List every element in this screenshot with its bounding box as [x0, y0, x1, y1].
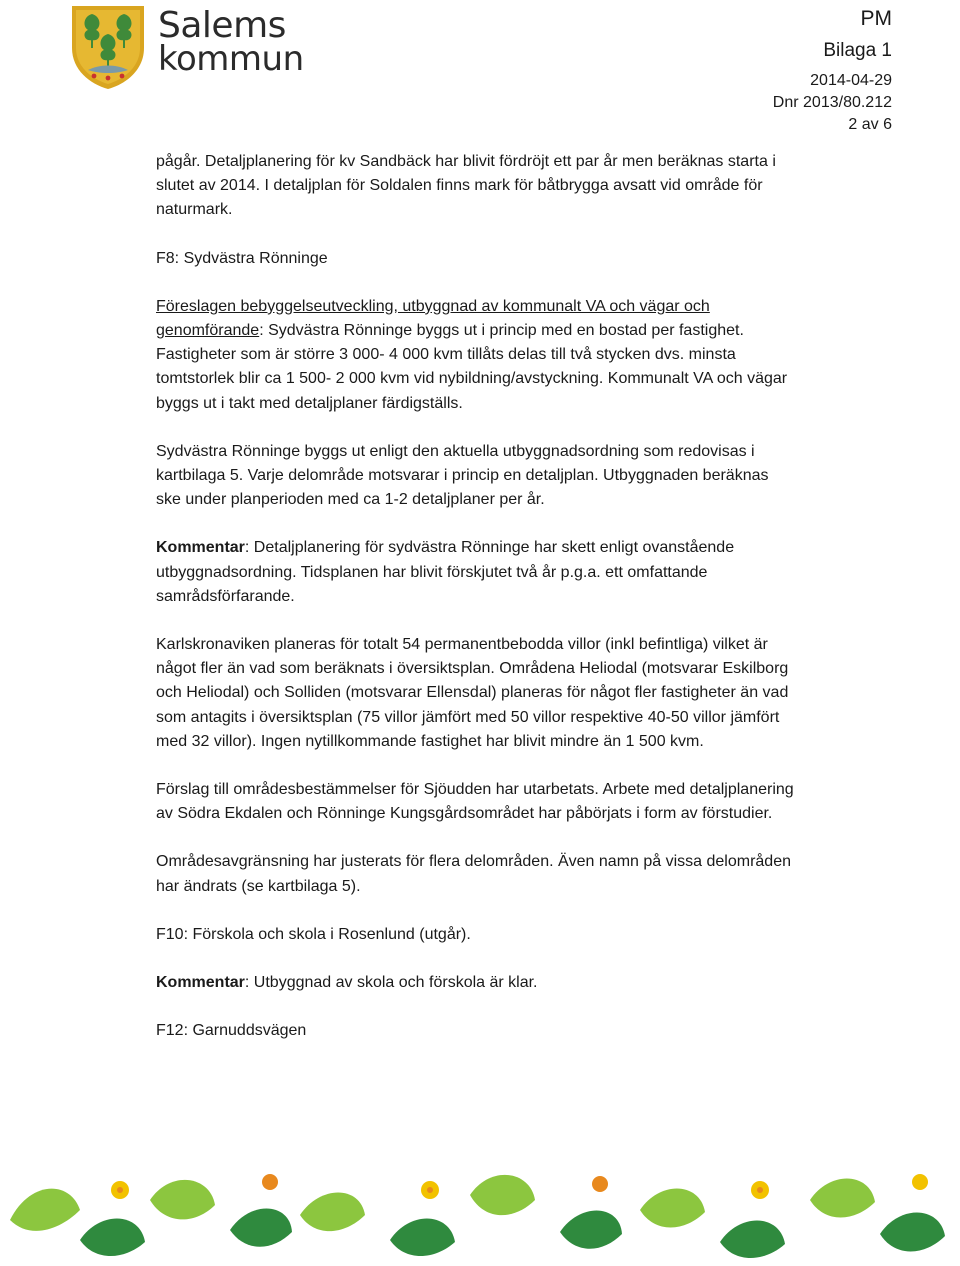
- proposal-text: : Sydvästra Rönninge byggs ut i princip med en bostad per fastighet. Fastigheter som är större 3 000- 4 000 kvm tillåts delas till två stycken dvs. minsta tomtstorlek blir ca 1 500- 2 000 kvm vid nybildning/avstyckning. Kommunalt VA och vägar byggs ut i takt med detaljplaner färdigställs.: [156, 322, 788, 412]
- logo-wordmark: [158, 5, 304, 79]
- section-heading-f10: F10: Förskola och skola i Rosenlund (utgår).: [156, 925, 471, 943]
- paragraph-proposal: [156, 295, 796, 416]
- section-heading-f12: F12: Garnuddsvägen: [156, 1022, 307, 1040]
- footer-leaf-decoration: [0, 1160, 960, 1266]
- document-type: PM: [860, 7, 892, 30]
- comment-text: : Utbyggnad av skola och förskola är klar.: [244, 974, 538, 992]
- document-date: 2014-04-29: [810, 72, 892, 89]
- paragraph-karlskronaviken: Karlskronaviken planeras för totalt 54 permanentbebodda villor (inkl befintliga) vilket är något fler än vad som beräknats i översiktsplan. Områdena Heliodal (motsvarar Eskilborg och Heliodal) och Solliden (motsvarar Ellensdal) planeras för något fler fastigheter än vad som antagits i översiktsplan (75 villor jämfört med 50 villor respektive 40-50 villor jämfört med 32 villor). Ingen nytillkommande fastighet har blivit mindre än 1 500 kvm.: [156, 636, 789, 750]
- comment-label: Kommentar: [156, 539, 245, 557]
- coat-of-arms-icon: [70, 4, 146, 90]
- proposal-heading: Föreslagen bebyggelseutveckling, utbyggnad av kommunalt VA och vägar och genomförande: [156, 297, 710, 340]
- paragraph-development-order: Sydvästra Rönninge byggs ut enligt den aktuella utbyggnadsordning som redovisas i kartbilaga 5. Varje delområde motsvarar i princip en detaljplan. Utbyggnaden beräknas ske under planperioden med ca 1-2 detaljplaner per år.: [156, 442, 769, 509]
- paragraph-comment-1: [156, 536, 796, 609]
- paragraph-sjoudden: Förslag till områdesbestämmelser för Sjöudden har utarbetats. Arbete med detaljplanering av Södra Ekdalen och Rönninge Kungsgårdsområdet har påbörjats i form av förstudier.: [156, 781, 794, 823]
- reference-number: Dnr 2013/80.212: [772, 94, 892, 111]
- paragraph-comment-2: [156, 971, 796, 995]
- page-header: [0, 0, 960, 140]
- comment-label: Kommentar: [156, 974, 245, 992]
- section-heading-f8: F8: Sydvästra Rönninge: [156, 249, 328, 267]
- logo-text-kommun: kommun: [158, 39, 304, 79]
- comment-text: : Detaljplanering för sydvästra Rönninge har skett enligt ovanstående utbyggnadsordning. Tidsplanen har blivit förskjutet två år p.g.a. ett omfattande samrådsförfarande.: [156, 539, 735, 605]
- document-body: [156, 150, 796, 1043]
- logo-text-salems: Salems: [158, 5, 286, 46]
- leaf-icon: [80, 1208, 945, 1258]
- page-number: 2 av 6: [848, 116, 892, 133]
- document-meta: [773, 6, 892, 136]
- paragraph-intro: pågår. Detaljplanering för kv Sandbäck har blivit fördröjt ett par år men beräknas starta i slutet av 2014. I detaljplan för Soldalen finns mark för båtbrygga avsatt vid område för naturmark.: [156, 153, 776, 219]
- paragraph-boundaries: Områdesavgränsning har justerats för flera delområden. Även namn på vissa delområden har ändrats (se kartbilaga 5).: [156, 853, 791, 895]
- attachment-label: Bilaga 1: [823, 40, 892, 61]
